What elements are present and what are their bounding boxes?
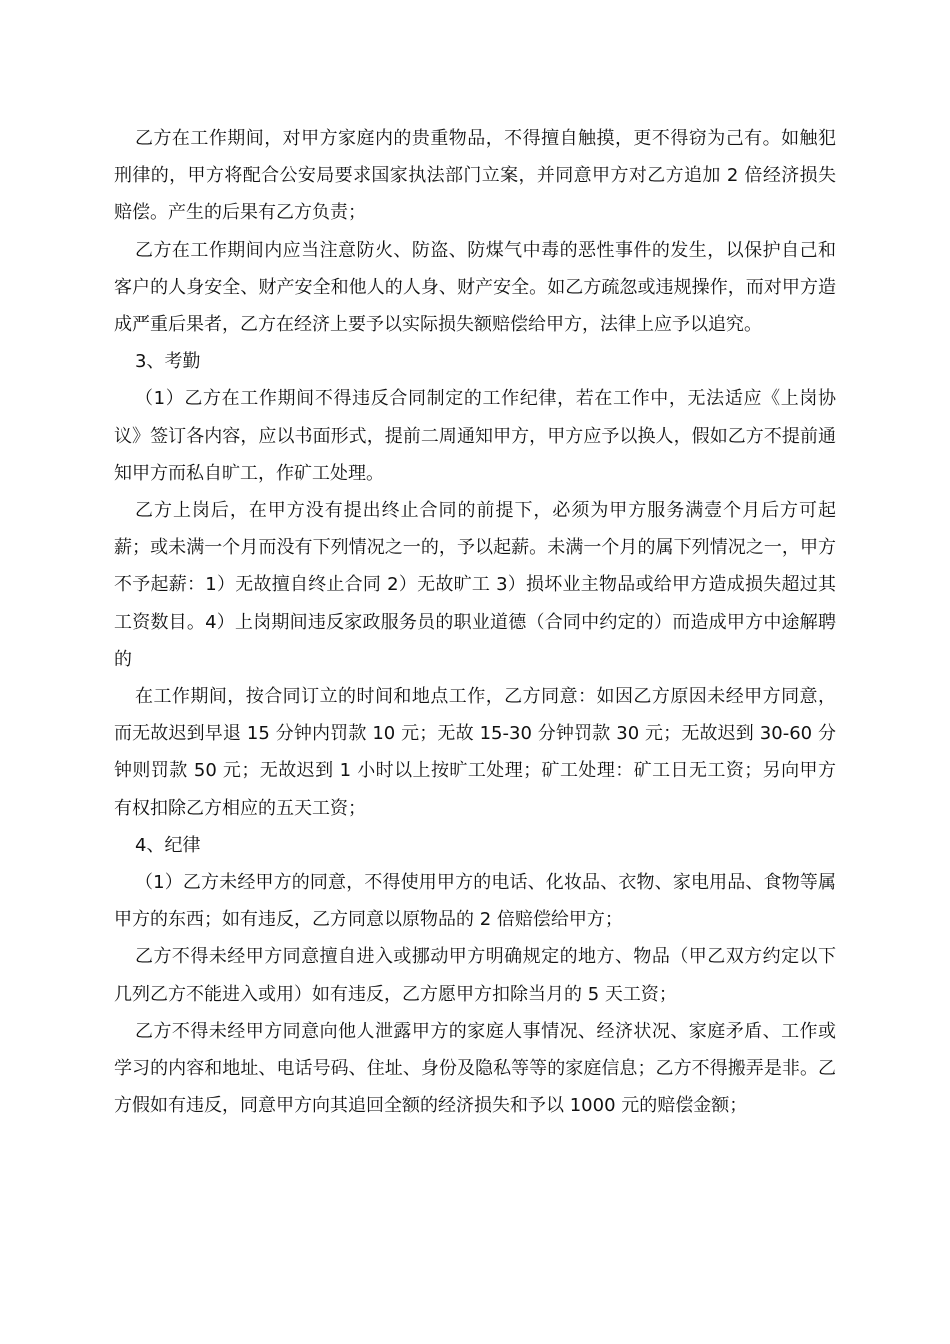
document-body [114, 120, 836, 1124]
paragraph-salary-start: 乙方上岗后，在甲方没有提出终止合同的前提下，必须为甲方服务满壹个月后方可起薪；或未满一个月而没有下列情况之一的，予以起薪。未满一个月的属下列情况之一，甲方不予起薪：1）无故擅自终止合同 2）无故旷工 3）损坏业主物品或给甲方造成损失超过其工资数目。4）上岗期间违反家政服务员的职业道德（合同中约定的）而造成甲方中途解聘的 [114, 500, 836, 670]
section-heading-attendance: 3、考勤 [135, 351, 201, 373]
section-heading-discipline: 4、纪律 [135, 834, 201, 856]
paragraph-privacy: 乙方不得未经甲方同意向他人泄露甲方的家庭人事情况、经济状况、家庭矛盾、工作或学习的内容和地址、电话号码、住址、身份及隐私等等的家庭信息；乙方不得搬弄是非。乙方假如有违反，同意甲方向其追回全额的经济损失和予以 1000 元的赔偿金额； [114, 1020, 836, 1117]
paragraph-safety: 乙方在工作期间内应当注意防火、防盗、防煤气中毒的恶性事件的发生，以保护自己和客户的人身安全、财产安全和他人的人身、财产安全。如乙方疏忽或违规操作，而对甲方造成严重后果者，乙方在经济上要予以实际损失额赔偿给甲方，法律上应予以追究。 [114, 239, 836, 336]
paragraph-lateness-penalty: 在工作期间，按合同订立的时间和地点工作，乙方同意：如因乙方原因未经甲方同意，而无故迟到早退 15 分钟内罚款 10 元；无故 15-30 分钟罚款 30 元；无故迟到 30-60 分钟则罚款 50 元；无故迟到 1 小时以上按旷工处理；矿工处理：矿工日无工资；另向甲方有权扣除乙方相应的五天工资； [114, 686, 836, 819]
paragraph-valuables: 乙方在工作期间，对甲方家庭内的贵重物品，不得擅自触摸，更不得窃为己有。如触犯刑律的，甲方将配合公安局要求国家执法部门立案，并同意甲方对乙方追加 2 倍经济损失赔偿。产生的后果有乙方负责； [114, 128, 836, 224]
paragraph-attendance-notice: （1）乙方在工作期间不得违反合同制定的工作纪律，若在工作中，无法适应《上岗协议》签订各内容，应以书面形式，提前二周通知甲方，甲方应予以换人，假如乙方不提前通知甲方而私自旷工，作矿工处理。 [114, 388, 836, 484]
paragraph-property-use: （1）乙方未经甲方的同意，不得使用甲方的电话、化妆品、衣物、家电用品、食物等属甲方的东西；如有违反，乙方同意以原物品的 2 倍赔偿给甲方； [114, 872, 836, 931]
paragraph-restricted-areas: 乙方不得未经甲方同意擅自进入或挪动甲方明确规定的地方、物品（甲乙双方约定以下几列乙方不能进入或用）如有违反，乙方愿甲方扣除当月的 5 天工资； [114, 946, 836, 1005]
